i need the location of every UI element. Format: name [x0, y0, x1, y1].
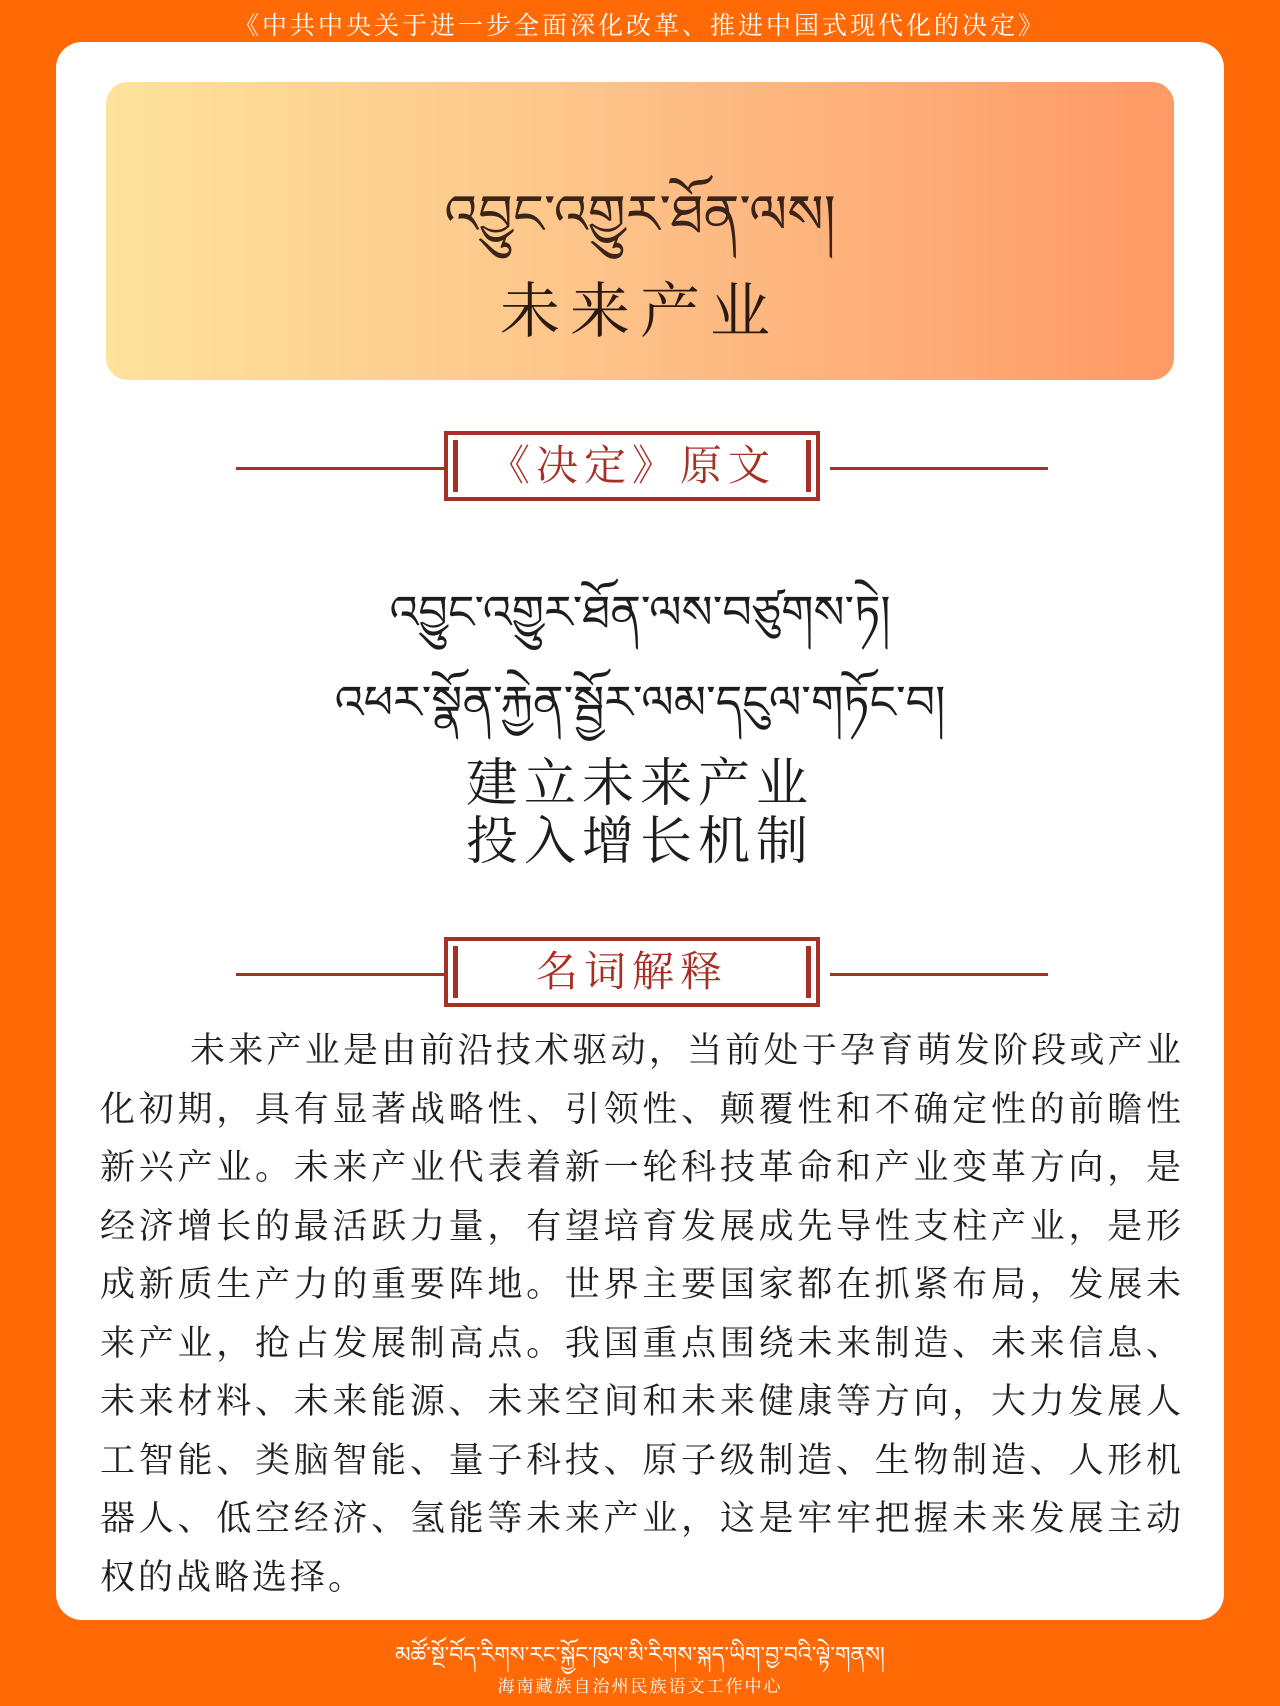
content-card: [56, 42, 1224, 1620]
section-label-explanation: 名词解释: [444, 937, 820, 1007]
original-chinese-line-1: 建立未来产业: [465, 754, 814, 814]
divider-line-left: [236, 973, 446, 976]
section-header-original: [236, 431, 1048, 505]
explanation-paragraph: 未来产业是由前沿技术驱动，当前处于孕育萌发阶段或产业化初期，具有显著战略性、引领性、颠覆性和不确定性的前瞻性新兴产业。未来产业代表着新一轮科技革命和产业变革方向，是经济增长的最活跃力量，有望培育发展成先导性支柱产业，是形成新质生产力的重要阵地。世界主要国家都在抓紧布局，发展未来产业，抢占发展制高点。我国重点围绕未来制造、未来信息、未来材料、未来能源、未来空间和未来健康等方向，大力发展人工智能、类脑智能、量子科技、原子级制造、生物制造、人形机器人、低空经济、氢能等未来产业，这是牢牢把握未来发展主动权的战略选择。: [100, 1031, 1184, 1598]
footer-organization-chinese: 海南藏族自治州民族语文工作中心: [497, 1677, 783, 1697]
divider-line-right: [830, 973, 1048, 976]
title-banner: [106, 82, 1174, 380]
section-header-explanation: [236, 937, 1048, 1011]
document-title: 《中共中央关于进一步全面深化改革、推进中国式现代化的决定》: [233, 11, 1046, 40]
original-tibetan-line-2: འཕར་སྣོན་རྐྱེན་སྦྱོར་ལམ་དངུལ་གཏོང་བ།: [334, 675, 946, 729]
divider-line-right: [830, 467, 1048, 470]
banner-title-tibetan: འབྱུང་འགྱུར་ཐོན་ལས།: [444, 183, 836, 246]
banner-title-chinese: 未来产业: [500, 277, 780, 347]
footer-organization-tibetan: མཚོ་སྔོ་བོད་རིགས་རང་སྐྱོང་ཁུལ་མི་རིགས་སྐད་ཡིག་བྱ་བའི་ལྟེ་གནས།: [395, 1643, 885, 1668]
section-label-original: 《决定》原文: [444, 431, 820, 501]
original-chinese-line-2: 投入增长机制: [465, 812, 814, 872]
original-tibetan-line-1: འབྱུང་འགྱུར་ཐོན་ལས་བཙུགས་ཏེ།: [389, 585, 891, 639]
divider-line-left: [236, 467, 446, 470]
